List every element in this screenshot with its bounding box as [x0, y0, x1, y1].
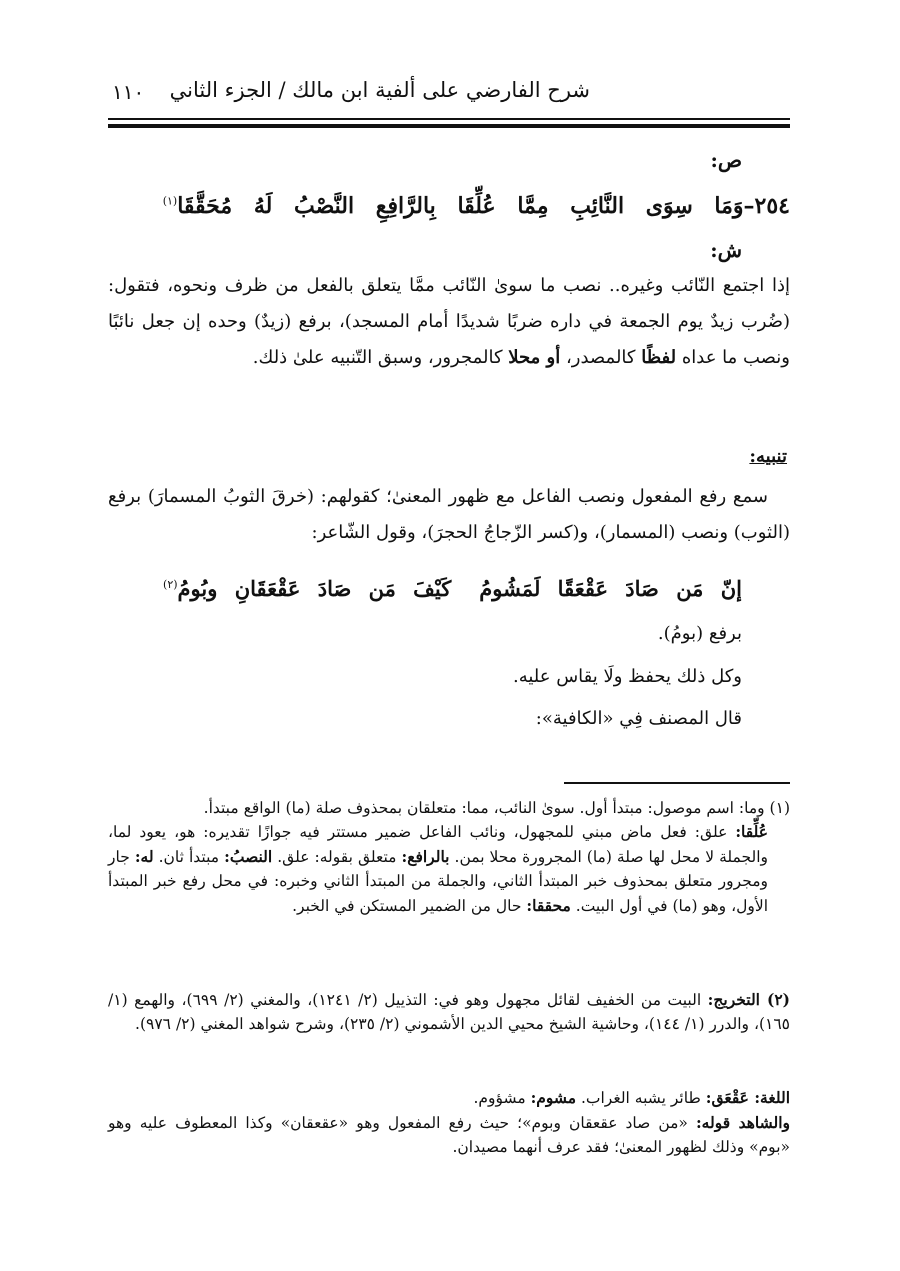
page-number: ١١٠ [112, 80, 145, 104]
footnote-term: محققا: [526, 895, 571, 915]
shahid-label: والشاهد قوله: [695, 1113, 790, 1132]
footnote-1 [108, 796, 790, 918]
after-poem-line-2: وكل ذلك يحفظ ولَا يقاس عليه. [512, 666, 742, 687]
footnote-ref-1: (١) [162, 194, 178, 208]
footnote-gloss: حال من الضمير المستكن في الخبر. [292, 896, 522, 915]
shahid-text: «من صاد عقعقان وبوم»؛ حيث رفع المفعول وهو «عقعقان» وكذا المعطوف عليه وهو «بوم» وذلك لظهور المعنىٰ؛ فقد عرف أنهما مصيدان. [108, 1114, 790, 1157]
poem-hemistich-2: كَيْفَ مَن صَادَ عَقْعَقَانِ وبُومُ [177, 576, 452, 601]
footnote-gloss: مبتدأ ثان. [158, 847, 220, 866]
poem-hemistich-1: إنّ مَن صَادَ عَقْعَقًا لَمَشُومُ [479, 576, 742, 601]
commentary-text-3: كالمجرور، وسبق التّنبيه علىٰ ذلك. [252, 347, 503, 368]
footnote-2 [108, 988, 790, 1037]
header-rule-thick [108, 124, 790, 128]
header-rule-thin [108, 118, 790, 120]
footnote-gloss: جار ومجرور متعلق بمحذوف خبر المبتدأ الثاني، والجملة من المبتدأ الثاني وخبره: في محل رفع خبر المبتدأ الأول، وهو (ما) في أول البيت. [108, 847, 768, 915]
commentary-text-1: إذا اجتمع النّائب وغيره.. نصب ما سوىٰ النّائب ممَّا يتعلق بالفعل من ظرف ونحوه، فتقول: (ضُرب زيدٌ يوم الجمعة في داره ضربًا شديدًا أمام المسجد)، برفع (زيدٌ) وحده إن جعل نائبًا ونصب ما عداه [108, 275, 791, 368]
poem-line [140, 576, 742, 601]
language-term: مشوم: [530, 1088, 577, 1107]
commentary-bold-2: أو محلا [508, 347, 561, 368]
language-gloss: طائر يشبه الغراب. [580, 1089, 701, 1107]
footnote-separator [564, 782, 790, 784]
language-gloss: مشؤوم. [473, 1089, 526, 1107]
footnote-ref-2: (٢) [163, 578, 178, 591]
footnote-language [108, 1086, 790, 1110]
footnote-gloss: علق: فعل ماض مبني للمجهول، ونائب الفاعل ضمير مستتر فيه جوازًا تقديره: هو، يعود لما، والجملة لا محل لها صلة (ما) المجرورة محلا بمن. [108, 823, 769, 866]
language-term: اللغة: عَقْعَق: [705, 1088, 790, 1107]
footnote-gloss: متعلق بقوله: علق. [277, 847, 397, 866]
running-header-title: شرح الفارضي على ألفية ابن مالك / الجزء الثاني [169, 78, 590, 102]
footnote-term: النصبُ: [224, 846, 273, 866]
footnote-2-label: (٢) التخريج: [707, 990, 790, 1009]
commentary-text-2: كالمصدر، [565, 347, 636, 368]
commentary-marker: ش: [710, 238, 742, 262]
text-marker: ص: [710, 148, 742, 172]
footnote-term: له: [134, 846, 154, 866]
after-poem-line-3: قال المصنف فِي «الكافية»: [535, 708, 742, 729]
commentary-bold-1: لفظًا [641, 347, 677, 368]
after-poem-line-1: برفع (بومُ). [657, 623, 742, 644]
footnote-term: عُلِّقا: [735, 822, 768, 842]
commentary-paragraph [108, 268, 790, 376]
footnote-1-text: (١) وما: اسم موصول: مبتدأ أول. سوىٰ النائب، مما: متعلقان بمحذوف صلة (ما) الواقع مبتدأ. [203, 799, 790, 817]
footnote-term: بالرافع: [401, 846, 450, 866]
notice-heading: تنبيه: [749, 446, 787, 467]
footnote-shahid [108, 1111, 790, 1160]
footnote-1-analysis [108, 820, 790, 918]
alfiyya-verse [110, 193, 790, 219]
verse-text: ٢٥٤–وَمَا سِوَى النَّائِبِ مِمَّا عُلِّقَا بِالرَّافِعِ النَّصْبُ لَهُ مُحَقَّقَا [177, 193, 790, 219]
notice-paragraph: سمع رفع المفعول ونصب الفاعل مع ظهور المعنىٰ؛ كقولهم: (خرقَ الثوبُ المسمارَ) برفع (الثوب) ونصب (المسمار)، و(كسر الزّجاجُ الحجرَ)، وقول الشّاعر: [108, 486, 790, 543]
footnote-2-text: البيت من الخفيف لقائل مجهول وهو في: التذييل (٢/ ١٢٤١)، والمغني (٢/ ٦٩٩)، والهمع (١/ ١٦٥)، والدرر (١/ ١٤٤)، وحاشية الشيخ محيي الدين الأشموني (٢/ ٢٣٥)، وشرح شواهد المغني (٢/ ٩٧٦). [108, 991, 790, 1034]
